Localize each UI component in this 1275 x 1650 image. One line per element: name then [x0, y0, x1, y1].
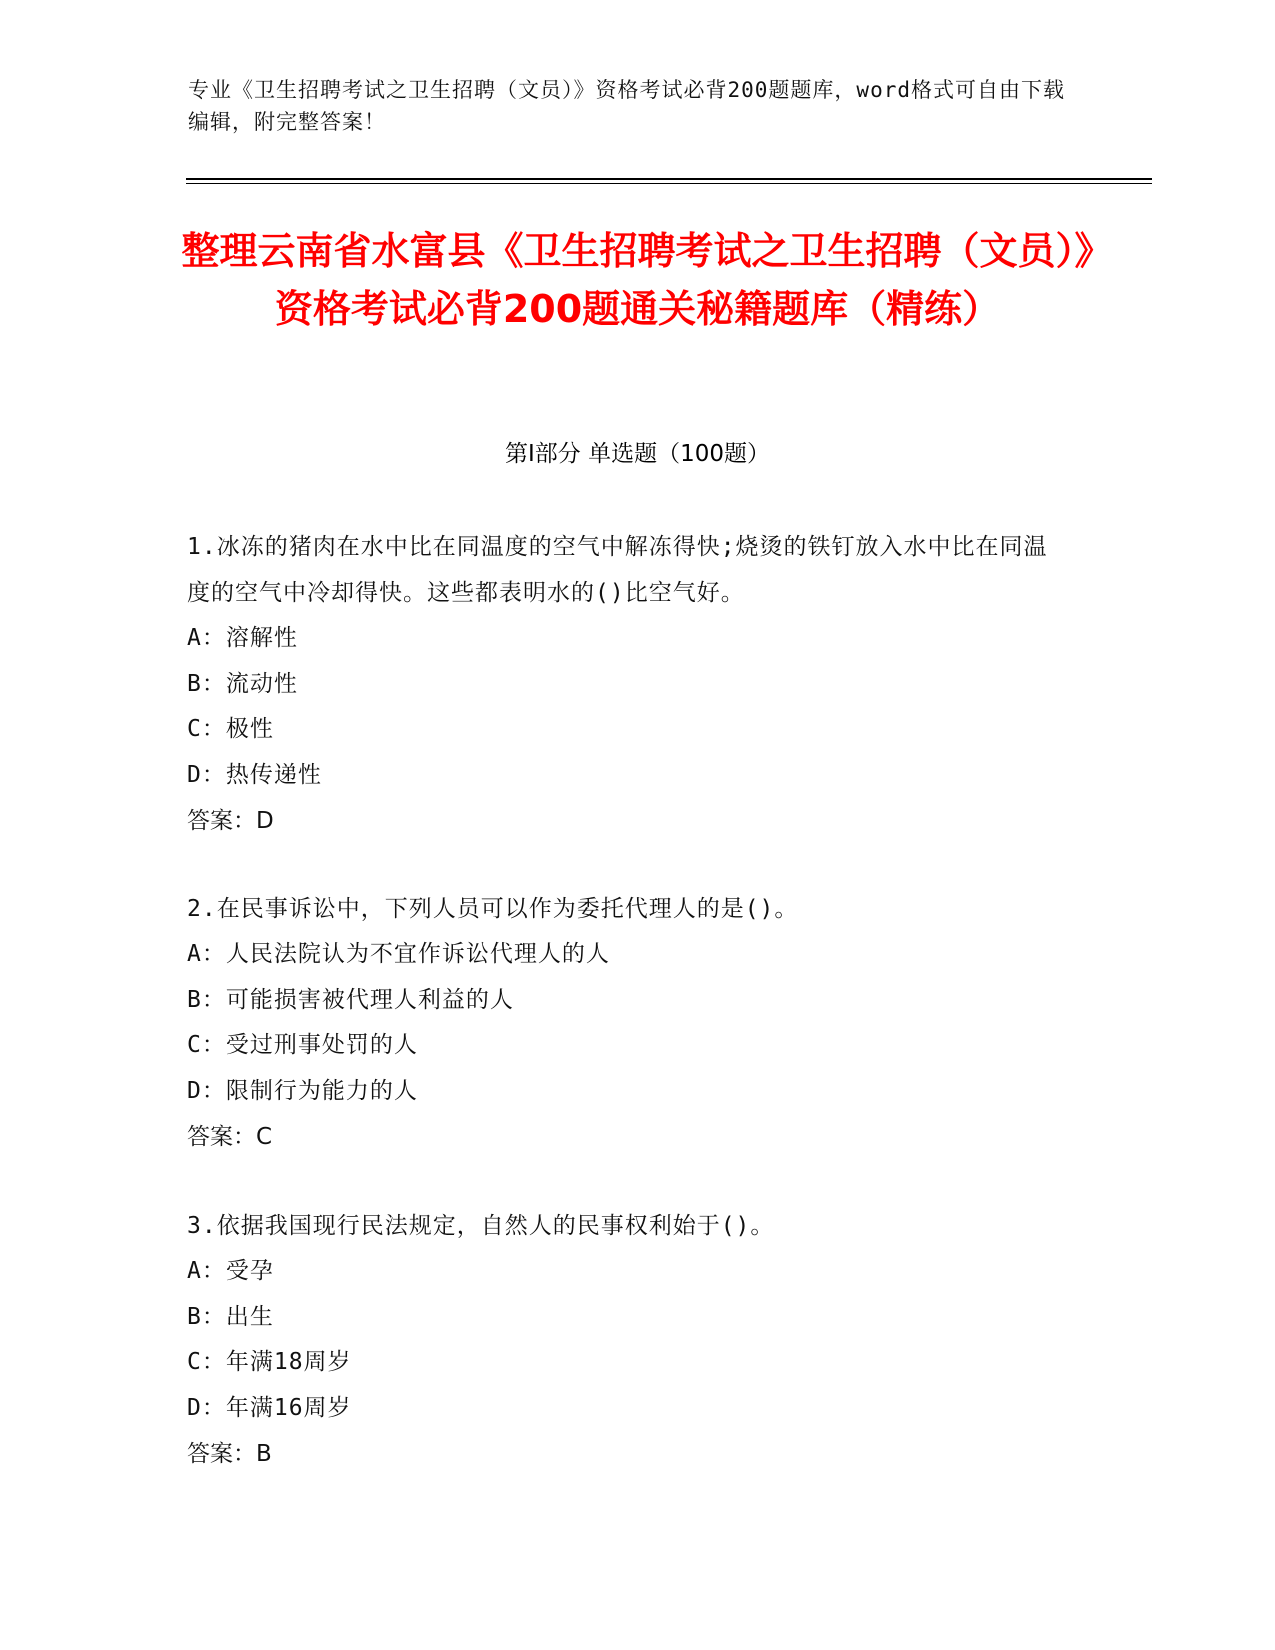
question-stem: 3.依据我国现行民法规定，自然人的民事权利始于()。 [187, 1213, 775, 1239]
header-note: 专业《卫生招聘考试之卫生招聘（文员）》资格考试必背200题题库，word格式可自由下载编辑，附完整答案！ [188, 78, 1065, 134]
question-item [187, 1203, 1067, 1477]
answer-line: 答案：B [187, 1441, 272, 1467]
question-stem: 2.在民事诉讼中，下列人员可以作为委托代理人的是()。 [187, 896, 799, 922]
section-title: 第I部分 单选题（100题） [505, 441, 770, 467]
option-d: D：年满16周岁 [187, 1394, 352, 1421]
header-rule-thick [186, 178, 1152, 180]
option-b: B：可能损害被代理人利益的人 [187, 986, 514, 1013]
option-a: A：溶解性 [187, 625, 298, 651]
option-a: A：受孕 [187, 1258, 274, 1284]
option-c: C：年满18周岁 [187, 1349, 352, 1375]
option-c: C：受过刑事处罚的人 [187, 1032, 418, 1058]
answer-line: 答案：C [187, 1124, 273, 1150]
header-rule-thin [186, 183, 1152, 184]
option-b: B：流动性 [187, 670, 298, 697]
option-a: A：人民法院认为不宜作诉讼代理人的人 [187, 941, 610, 967]
option-c: C：极性 [187, 716, 274, 742]
question-item [187, 886, 1067, 1160]
question-stem: 1.冰冻的猪肉在水中比在同温度的空气中解冻得快;烧烫的铁钉放入水中比在同温度的空气中冷却得快。这些都表明水的()比空气好。 [187, 534, 1048, 606]
document-title: 整理云南省水富县《卫生招聘考试之卫生招聘（文员）》资格考试必背200题通关秘籍题库（精练） [181, 229, 1094, 331]
answer-line: 答案：D [187, 808, 274, 834]
option-d: D：热传递性 [187, 761, 322, 788]
question-item [187, 524, 1067, 844]
option-b: B：出生 [187, 1303, 274, 1330]
option-d: D：限制行为能力的人 [187, 1077, 418, 1104]
